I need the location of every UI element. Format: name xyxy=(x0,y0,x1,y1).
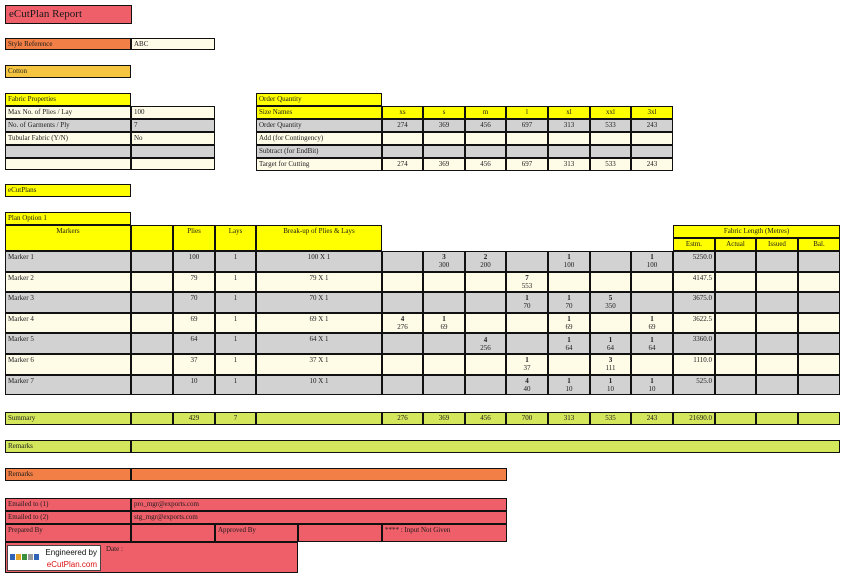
marker-issued xyxy=(756,292,798,313)
date-label: Date : xyxy=(106,545,123,553)
summary-bal xyxy=(798,412,840,425)
fabric-prop-empty xyxy=(5,158,131,170)
marker-size-cell xyxy=(506,375,548,396)
marker-lays: 1 xyxy=(215,313,256,334)
summary-size: 535 xyxy=(590,412,631,425)
engineered-by-logo[interactable] xyxy=(7,545,101,571)
marker-size-pieces: 37 xyxy=(523,364,531,373)
marker-size-cell xyxy=(382,333,423,354)
order-row-cell: 313 xyxy=(548,158,590,171)
marker-bal xyxy=(798,292,840,313)
marker-size-ratio: 1 xyxy=(442,315,446,324)
marker-size-cell xyxy=(506,333,548,354)
marker-size-cell xyxy=(506,272,548,293)
fabric-length-col: Issued xyxy=(756,238,798,251)
marker-name: Marker 4 xyxy=(5,313,131,334)
marker-actual xyxy=(715,375,756,396)
col-blank xyxy=(131,225,173,251)
marker-size-ratio: 4 xyxy=(525,376,529,385)
marker-name: Marker 1 xyxy=(5,251,131,272)
marker-issued xyxy=(756,354,798,375)
summary-plies: 429 xyxy=(173,412,215,425)
marker-size-cell xyxy=(423,354,465,375)
prepared-by-value xyxy=(131,524,215,542)
marker-size-cell xyxy=(465,313,506,334)
marker-size-pieces: 69 xyxy=(565,323,573,332)
marker-actual xyxy=(715,354,756,375)
marker-size-pieces: 553 xyxy=(521,281,533,290)
fabric-properties-header: Fabric Properties xyxy=(5,93,131,106)
marker-estm: 3360.0 xyxy=(673,333,715,354)
marker-size-pieces: 300 xyxy=(438,261,450,270)
marker-bal xyxy=(798,272,840,293)
marker-size-pieces: 100 xyxy=(563,261,575,270)
remarks-label: Remarks xyxy=(5,440,131,453)
marker-size-cell xyxy=(423,292,465,313)
approved-by-value xyxy=(298,524,382,542)
marker-size-cell xyxy=(506,251,548,272)
marker-size-cell xyxy=(382,272,423,293)
marker-breakup: 100 X 1 xyxy=(256,251,382,272)
order-row-label: Subtract (for EndBit) xyxy=(256,145,382,158)
marker-size-cell xyxy=(382,292,423,313)
marker-size-ratio: 1 xyxy=(525,294,529,303)
summary-breakup xyxy=(256,412,382,425)
order-row-cell xyxy=(423,145,465,158)
summary-estm: 21690.0 xyxy=(673,412,715,425)
marker-name: Marker 5 xyxy=(5,333,131,354)
marker-size-ratio: 7 xyxy=(525,273,529,282)
fabric-prop-empty xyxy=(5,145,131,158)
marker-size-ratio: 1 xyxy=(567,376,571,385)
summary-blank xyxy=(131,412,173,425)
marker-lays: 1 xyxy=(215,375,256,396)
marker-size-cell xyxy=(382,313,423,334)
marker-size-cell xyxy=(590,272,631,293)
marker-size-cell xyxy=(423,333,465,354)
marker-size-ratio: 1 xyxy=(608,376,613,385)
marker-size-pieces: 69 xyxy=(648,323,656,332)
marker-size-cell xyxy=(631,292,673,313)
marker-breakup: 79 X 1 xyxy=(256,272,382,293)
plan-option-label: Plan Option 1 xyxy=(5,212,131,225)
marker-breakup: 64 X 1 xyxy=(256,333,382,354)
marker-size-cell xyxy=(548,251,590,272)
marker-estm: 5250.0 xyxy=(673,251,715,272)
order-row-cell xyxy=(548,132,590,145)
order-row-cell: 274 xyxy=(382,119,423,132)
approved-by-label: Approved By xyxy=(215,524,298,542)
size-header-3xl: 3xl xyxy=(631,106,673,119)
marker-bal xyxy=(798,333,840,354)
marker-size-cell xyxy=(506,354,548,375)
marker-size-pieces: 64 xyxy=(607,343,614,352)
order-row-cell: 369 xyxy=(423,119,465,132)
marker-size-cell xyxy=(631,272,673,293)
order-row-cell xyxy=(590,145,631,158)
order-row-label: Target for Cutting xyxy=(256,158,382,171)
marker-size-pieces: 10 xyxy=(565,384,573,393)
col-markers: Markers xyxy=(5,225,131,251)
size-header-xl: xl xyxy=(548,106,590,119)
marker-name: Marker 2 xyxy=(5,272,131,293)
order-row-cell xyxy=(631,132,673,145)
col-lays: Lays xyxy=(215,225,256,251)
remarks-label-2: Remarks xyxy=(5,468,131,481)
marker-size-pieces: 256 xyxy=(480,343,491,352)
marker-estm: 3622.5 xyxy=(673,313,715,334)
size-header-xs: xs xyxy=(382,106,423,119)
marker-actual xyxy=(715,272,756,293)
marker-size-pieces: 70 xyxy=(523,302,531,311)
order-row-cell xyxy=(506,145,548,158)
emailed-2-label: Emailed to (2) xyxy=(5,511,131,524)
marker-size-ratio: 4 xyxy=(400,315,405,324)
marker-name: Marker 7 xyxy=(5,375,131,396)
summary-size: 243 xyxy=(631,412,673,425)
marker-size-pieces: 40 xyxy=(523,384,531,393)
remarks-field[interactable] xyxy=(131,440,840,453)
marker-lays: 1 xyxy=(215,292,256,313)
marker-estm: 1110.0 xyxy=(673,354,715,375)
order-row-cell: 369 xyxy=(423,158,465,171)
marker-size-ratio: 3 xyxy=(608,356,613,365)
summary-size: 369 xyxy=(423,412,465,425)
fabric-prop-value: 100 xyxy=(131,106,215,119)
marker-size-cell xyxy=(590,251,631,272)
marker-issued xyxy=(756,272,798,293)
marker-breakup: 37 X 1 xyxy=(256,354,382,375)
emailed-2-value[interactable]: stg_mgr@exports.com xyxy=(131,511,507,524)
prepared-by-label: Prepared By xyxy=(5,524,131,542)
marker-size-cell xyxy=(548,272,590,293)
emailed-1-value[interactable]: pro_mgr@exports.com xyxy=(131,498,507,511)
marker-blank xyxy=(131,251,173,272)
marker-blank xyxy=(131,272,173,293)
fabric-prop-empty xyxy=(131,145,215,158)
marker-size-cell xyxy=(465,272,506,293)
marker-size-ratio: 1 xyxy=(567,253,571,262)
order-row-cell: 274 xyxy=(382,158,423,171)
marker-size-cell xyxy=(465,251,506,272)
marker-bal xyxy=(798,313,840,334)
marker-size-cell xyxy=(590,354,631,375)
marker-plies: 70 xyxy=(173,292,215,313)
order-row-cell xyxy=(423,132,465,145)
marker-size-cell xyxy=(382,354,423,375)
order-row-cell xyxy=(382,145,423,158)
marker-plies: 37 xyxy=(173,354,215,375)
fabric-length-col: Estm. xyxy=(673,238,715,251)
order-row-cell xyxy=(465,132,506,145)
fabric-prop-empty xyxy=(131,158,215,170)
marker-size-ratio: 1 xyxy=(650,335,654,344)
marker-size-cell xyxy=(465,292,506,313)
marker-size-ratio: 2 xyxy=(483,253,488,262)
order-row-cell: 456 xyxy=(465,158,506,171)
marker-size-cell xyxy=(590,333,631,354)
order-row-label: Add (for Contingency) xyxy=(256,132,382,145)
marker-size-cell xyxy=(548,292,590,313)
marker-bal xyxy=(798,251,840,272)
marker-size-pieces: 69 xyxy=(440,323,448,332)
col-plies: Plies xyxy=(173,225,215,251)
marker-size-cell xyxy=(590,292,631,313)
marker-blank xyxy=(131,333,173,354)
fabric-length-col: Actual xyxy=(715,238,756,251)
marker-size-ratio: 5 xyxy=(608,294,613,303)
marker-actual xyxy=(715,313,756,334)
summary-issued xyxy=(756,412,798,425)
marker-size-cell xyxy=(631,251,673,272)
marker-size-cell xyxy=(548,313,590,334)
fabric-length-col: Bal. xyxy=(798,238,840,251)
col-breakup: Break-up of Plies & Lays xyxy=(256,225,382,251)
marker-size-cell xyxy=(548,333,590,354)
fabric-length-header: Fabric Length (Metres) xyxy=(673,225,840,238)
marker-size-pieces: 200 xyxy=(480,261,491,270)
marker-size-ratio: 1 xyxy=(650,253,654,262)
summary-lays: 7 xyxy=(215,412,256,425)
marker-issued xyxy=(756,333,798,354)
marker-size-ratio: 1 xyxy=(567,335,571,344)
fabric-prop-label: Tubular Fabric (Y/N) xyxy=(5,132,131,145)
marker-size-cell xyxy=(423,313,465,334)
marker-bal xyxy=(798,354,840,375)
marker-size-pieces: 276 xyxy=(397,323,408,332)
order-row-cell xyxy=(465,145,506,158)
order-row-cell: 243 xyxy=(631,158,673,171)
order-row-cell xyxy=(548,145,590,158)
size-header-s: s xyxy=(423,106,465,119)
marker-size-cell xyxy=(548,354,590,375)
marker-estm: 3675.0 xyxy=(673,292,715,313)
marker-size-cell xyxy=(423,272,465,293)
order-row-cell xyxy=(590,132,631,145)
marker-size-ratio: 1 xyxy=(650,315,654,324)
ecutplans-label: eCutPlans xyxy=(5,184,131,197)
summary-actual xyxy=(715,412,756,425)
marker-size-pieces: 64 xyxy=(565,343,573,352)
order-quantity-header: Order Quantity xyxy=(256,93,382,106)
marker-plies: 10 xyxy=(173,375,215,396)
order-row-cell: 533 xyxy=(590,119,631,132)
marker-size-ratio: 3 xyxy=(442,253,446,262)
marker-size-cell xyxy=(631,333,673,354)
order-row-cell xyxy=(506,132,548,145)
engineered-site: eCutPlan.com xyxy=(46,560,97,569)
summary-size: 276 xyxy=(382,412,423,425)
marker-breakup: 70 X 1 xyxy=(256,292,382,313)
order-row-cell: 533 xyxy=(590,158,631,171)
summary-size: 313 xyxy=(548,412,590,425)
marker-estm: 525.0 xyxy=(673,375,715,396)
order-row-cell xyxy=(382,132,423,145)
size-header-l: l xyxy=(506,106,548,119)
marker-size-cell xyxy=(506,313,548,334)
marker-lays: 1 xyxy=(215,251,256,272)
marker-size-cell xyxy=(631,354,673,375)
marker-size-ratio: 1 xyxy=(567,315,571,324)
marker-size-cell xyxy=(465,333,506,354)
marker-plies: 79 xyxy=(173,272,215,293)
engineered-by-text: Engineered by xyxy=(45,548,97,557)
emailed-1-label: Emailed to (1) xyxy=(5,498,131,511)
fabric-prop-value: No xyxy=(131,132,215,145)
marker-blank xyxy=(131,354,173,375)
marker-lays: 1 xyxy=(215,333,256,354)
marker-size-pieces: 70 xyxy=(565,302,573,311)
marker-issued xyxy=(756,375,798,396)
marker-actual xyxy=(715,292,756,313)
marker-size-pieces: 10 xyxy=(607,384,614,393)
marker-size-cell xyxy=(423,375,465,396)
marker-size-cell xyxy=(465,375,506,396)
marker-issued xyxy=(756,313,798,334)
marker-size-cell xyxy=(506,292,548,313)
marker-blank xyxy=(131,375,173,396)
marker-size-cell xyxy=(631,375,673,396)
summary-size: 700 xyxy=(506,412,548,425)
marker-plies: 69 xyxy=(173,313,215,334)
marker-breakup: 69 X 1 xyxy=(256,313,382,334)
marker-size-cell xyxy=(423,251,465,272)
fabric-type: Cotton xyxy=(5,65,131,78)
marker-size-cell xyxy=(590,375,631,396)
marker-actual xyxy=(715,251,756,272)
marker-size-cell xyxy=(465,354,506,375)
marker-blank xyxy=(131,313,173,334)
marker-size-pieces: 350 xyxy=(605,302,616,311)
marker-size-ratio: 4 xyxy=(483,335,488,344)
marker-size-cell xyxy=(382,375,423,396)
summary-label: Summary xyxy=(5,412,131,425)
marker-size-cell xyxy=(548,375,590,396)
marker-size-ratio: 1 xyxy=(525,356,529,365)
marker-bal xyxy=(798,375,840,396)
marker-lays: 1 xyxy=(215,272,256,293)
order-row-cell: 697 xyxy=(506,119,548,132)
size-header-m: m xyxy=(465,106,506,119)
marker-size-pieces: 64 xyxy=(648,343,656,352)
marker-blank xyxy=(131,292,173,313)
marker-actual xyxy=(715,333,756,354)
style-reference-label: Style Reference xyxy=(5,38,131,50)
marker-size-ratio: 1 xyxy=(567,294,571,303)
marker-name: Marker 6 xyxy=(5,354,131,375)
size-names-label: Size Names xyxy=(256,106,382,119)
marker-size-pieces: 10 xyxy=(648,384,656,393)
marker-breakup: 10 X 1 xyxy=(256,375,382,396)
style-reference-value: ABC xyxy=(131,38,215,50)
size-header-xxl: xxl xyxy=(590,106,631,119)
order-row-cell: 313 xyxy=(548,119,590,132)
logo-grid-icon xyxy=(10,554,40,562)
fabric-prop-label: Max No. of Plies / Lay xyxy=(5,106,131,119)
fabric-prop-value: 7 xyxy=(131,119,215,132)
marker-size-pieces: 111 xyxy=(605,364,616,373)
report-title: eCutPlan Report xyxy=(5,5,132,24)
marker-size-cell xyxy=(590,313,631,334)
marker-issued xyxy=(756,251,798,272)
input-note: **** : Input Not Given xyxy=(382,524,507,542)
order-row-cell: 697 xyxy=(506,158,548,171)
marker-size-ratio: 1 xyxy=(650,376,654,385)
marker-lays: 1 xyxy=(215,354,256,375)
marker-size-cell xyxy=(382,251,423,272)
remarks-field-2[interactable] xyxy=(131,468,507,481)
marker-size-pieces: 100 xyxy=(646,261,658,270)
order-row-cell: 456 xyxy=(465,119,506,132)
order-row-cell: 243 xyxy=(631,119,673,132)
order-row-cell xyxy=(631,145,673,158)
order-row-label: Order Quantity xyxy=(256,119,382,132)
marker-plies: 100 xyxy=(173,251,215,272)
marker-plies: 64 xyxy=(173,333,215,354)
marker-size-ratio: 1 xyxy=(608,335,613,344)
marker-size-cell xyxy=(631,313,673,334)
fabric-prop-label: No. of Garments / Ply xyxy=(5,119,131,132)
summary-size: 456 xyxy=(465,412,506,425)
marker-name: Marker 3 xyxy=(5,292,131,313)
marker-estm: 4147.5 xyxy=(673,272,715,293)
